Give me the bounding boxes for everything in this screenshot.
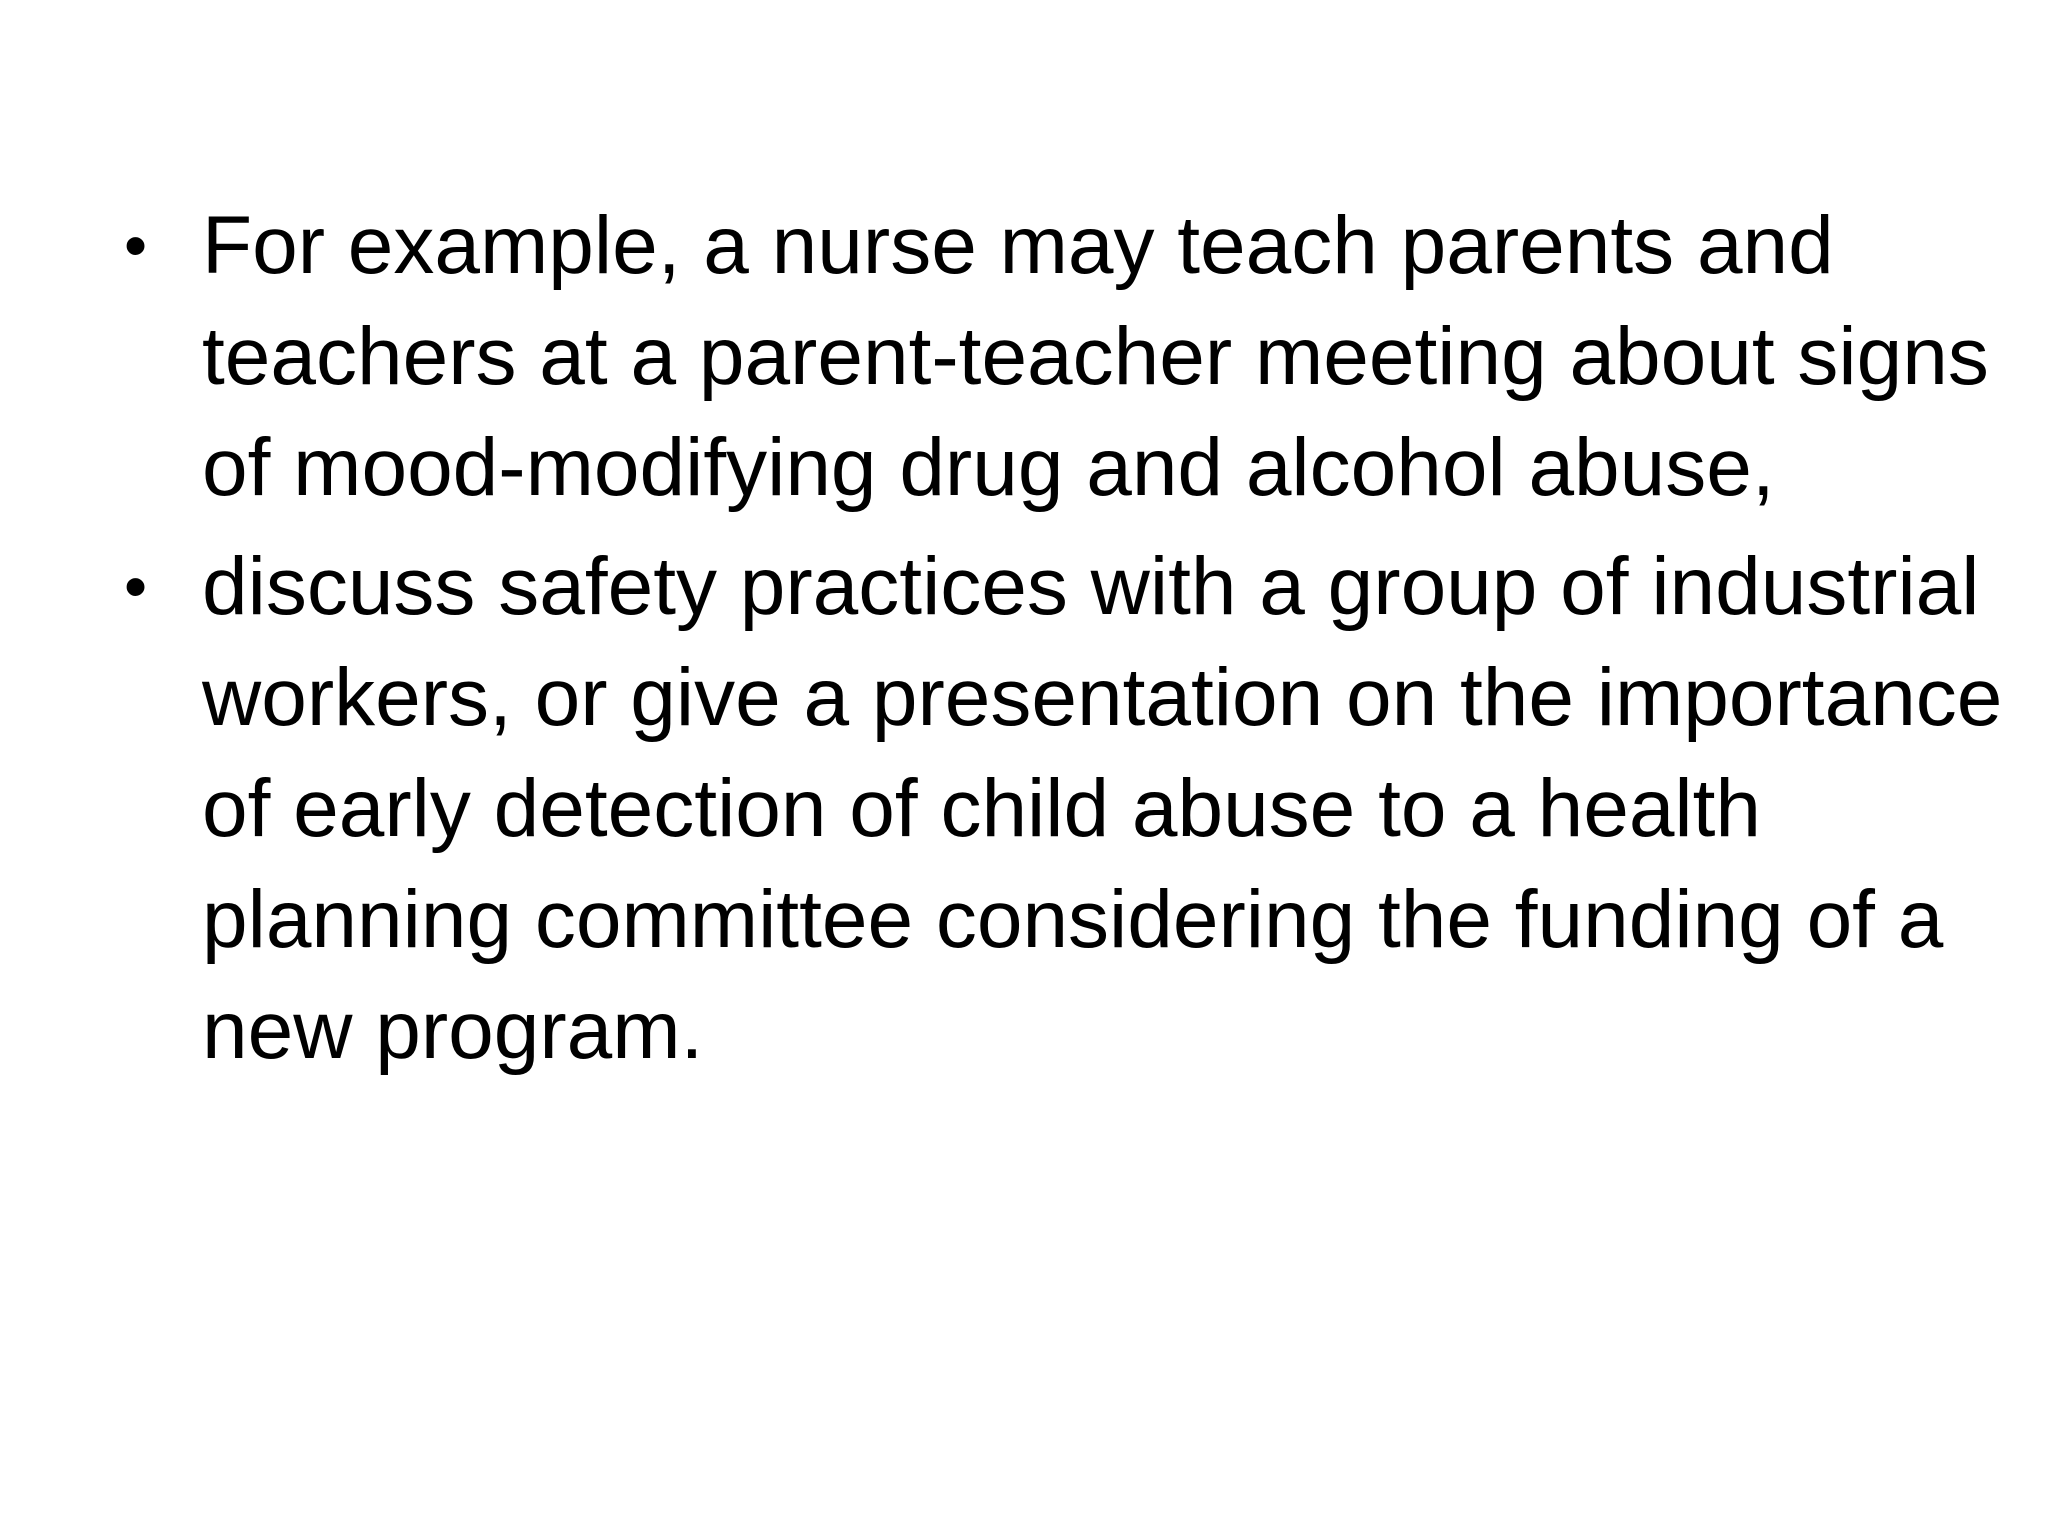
bullet-text: discuss safety practices with a group of industrial workers, or give a presentation on the importance of early detection of child abuse to a health planning committee considering the funding of a new program. <box>202 541 2003 1076</box>
bullet-marker: • <box>124 549 148 623</box>
bullet-text: For example, a nurse may teach parents and teachers at a parent-teacher meeting about signs of mood-modifying drug and alcohol abuse, <box>202 200 1989 513</box>
bullet-list <box>0 190 2048 1086</box>
bullet-item-2 <box>0 531 2048 1086</box>
bullet-item-1 <box>0 190 2048 523</box>
bullet-marker: • <box>124 208 148 282</box>
